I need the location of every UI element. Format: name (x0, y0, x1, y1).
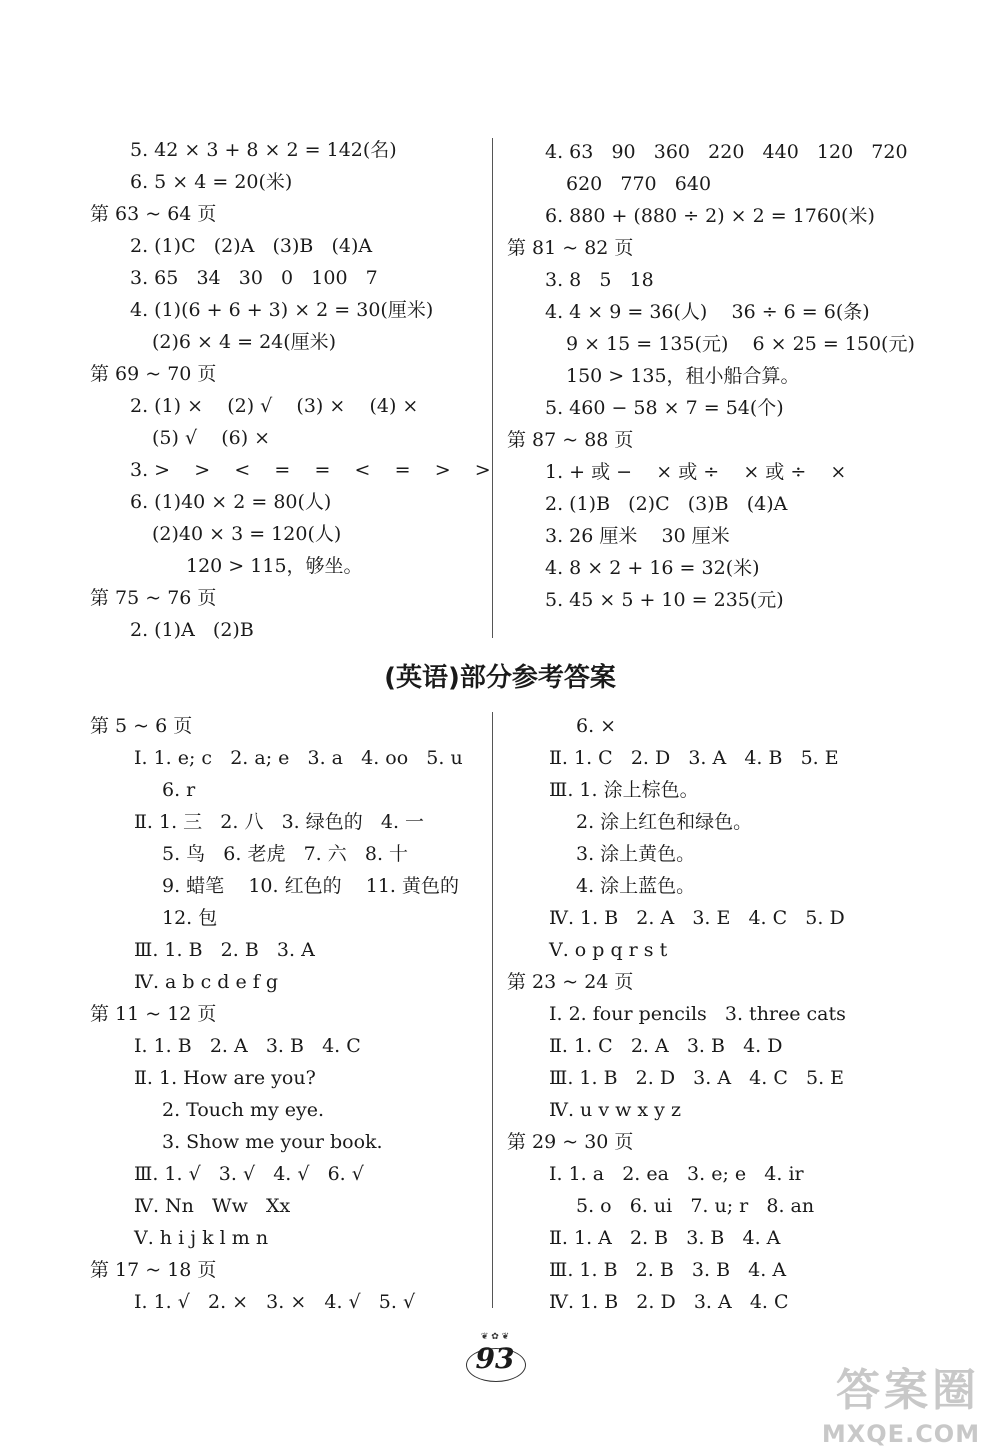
page-heading: 第 69 ~ 70 页 (90, 363, 217, 385)
english-right-line-8: Ⅴ. o p q r s t (549, 939, 668, 961)
math-left-line-9: 2. (1) × (2) √ (3) × (4) × (130, 395, 419, 417)
english-right-line-2: Ⅱ. 1. C 2. D 3. A 4. B 5. E (549, 747, 839, 769)
english-left-line-14: 3. Show me your book. (162, 1131, 383, 1153)
page-number-badge (460, 1330, 530, 1386)
math-left-line-11: 3. > > < = = < = > > (130, 459, 491, 481)
watermark (808, 1362, 994, 1452)
english-right-line-11: Ⅱ. 1. C 2. A 3. B 4. D (549, 1035, 783, 1057)
english-left-line-8: Ⅲ. 1. B 2. B 3. A (134, 939, 315, 961)
math-left-line-14: 120 > 115，够坐。 (186, 555, 363, 577)
page-heading: 第 75 ~ 76 页 (90, 587, 217, 609)
english-left-line-17: Ⅴ. h i j k l m n (134, 1227, 269, 1249)
page-heading: 第 87 ~ 88 页 (507, 429, 634, 451)
english-left-line-5: 5. 鸟 6. 老虎 7. 六 8. 十 (162, 843, 409, 865)
watermark-url: MXQE.COM (821, 1420, 981, 1448)
english-right-line-18: Ⅲ. 1. B 2. B 3. B 4. A (549, 1259, 787, 1281)
watermark-logo: 答案圈 (836, 1365, 980, 1416)
english-left-line-6: 9. 蜡笔 10. 红色的 11. 黄色的 (162, 875, 459, 897)
english-right-line-6: 4. 涂上蓝色。 (576, 875, 696, 897)
page-heading: 第 81 ~ 82 页 (507, 237, 634, 259)
math-left-line-16: 2. (1)A (2)B (130, 619, 254, 641)
english-left-line-2: Ⅰ. 1. e; c 2. a; e 3. a 4. oo 5. u (134, 747, 463, 769)
math-right-line-2: 620 770 640 (566, 173, 712, 195)
ornament-icon: ❦ ✿ ❦ (480, 1332, 510, 1342)
page-heading: 第 17 ~ 18 页 (90, 1259, 217, 1281)
english-left-line-4: Ⅱ. 1. 三 2. 八 3. 绿色的 4. 一 (134, 811, 425, 833)
page-heading: 第 63 ~ 64 页 (90, 203, 217, 225)
english-right-line-1: 6. × (576, 715, 617, 737)
page-heading: 第 29 ~ 30 页 (507, 1131, 634, 1153)
math-right-line-1: 4. 63 90 360 220 440 120 720 (545, 141, 908, 163)
math-right-line-8: 150 > 135，租小船合算。 (566, 365, 800, 387)
english-right-line-19: Ⅳ. 1. B 2. D 3. A 4. C (549, 1291, 789, 1313)
page-number: 93 (475, 1342, 515, 1375)
english-left-line-15: Ⅲ. 1. √ 3. √ 4. √ 6. √ (134, 1163, 364, 1185)
english-right-line-4: 2. 涂上红色和绿色。 (576, 811, 753, 833)
page-heading: 第 11 ~ 12 页 (90, 1003, 217, 1025)
page-heading: 第 5 ~ 6 页 (90, 715, 193, 737)
english-right-line-13: Ⅳ. u v w x y z (549, 1099, 681, 1121)
column-divider-top (492, 138, 493, 638)
math-left-line-13: (2)40 × 3 = 120(人) (152, 523, 342, 545)
math-left-line-12: 6. (1)40 × 2 = 80(人) (130, 491, 332, 513)
math-left-line-2: 6. 5 × 4 = 20(米) (130, 171, 293, 193)
math-left-line-6: 4. (1)(6 + 6 + 3) × 2 = 30(厘米) (130, 299, 434, 321)
english-left-line-9: Ⅳ. a b c d e f g (134, 971, 279, 993)
english-left-line-11: Ⅰ. 1. B 2. A 3. B 4. C (134, 1035, 361, 1057)
english-left-line-13: 2. Touch my eye. (162, 1099, 325, 1121)
english-left-line-19: Ⅰ. 1. √ 2. × 3. × 4. √ 5. √ (134, 1291, 416, 1313)
math-right-line-3: 6. 880 + (880 ÷ 2) × 2 = 1760(米) (545, 205, 875, 227)
english-left-line-12: Ⅱ. 1. How are you? (134, 1067, 316, 1089)
english-right-line-16: 5. o 6. ui 7. u; r 8. an (576, 1195, 815, 1217)
english-right-line-3: Ⅲ. 1. 涂上棕色。 (549, 779, 699, 801)
math-right-line-6: 4. 4 × 9 = 36(人) 36 ÷ 6 = 6(条) (545, 301, 870, 323)
math-left-line-7: (2)6 × 4 = 24(厘米) (152, 331, 337, 353)
math-left-line-10: (5) √ (6) × (152, 427, 271, 449)
english-right-line-12: Ⅲ. 1. B 2. D 3. A 4. C 5. E (549, 1067, 845, 1089)
page-heading: 第 23 ~ 24 页 (507, 971, 634, 993)
english-right-line-7: Ⅳ. 1. B 2. A 3. E 4. C 5. D (549, 907, 845, 929)
english-left-line-7: 12. 包 (162, 907, 218, 929)
math-right-line-11: 1. + 或 − × 或 ÷ × 或 ÷ × (545, 461, 847, 483)
english-left-line-16: Ⅳ. Nn Ww Xx (134, 1195, 291, 1217)
english-right-line-5: 3. 涂上黄色。 (576, 843, 696, 865)
column-divider-bottom (492, 712, 493, 1308)
english-right-line-17: Ⅱ. 1. A 2. B 3. B 4. A (549, 1227, 781, 1249)
english-left-line-3: 6. r (162, 779, 196, 801)
math-right-line-7: 9 × 15 = 135(元) 6 × 25 = 150(元) (566, 333, 915, 355)
math-right-line-14: 4. 8 × 2 + 16 = 32(米) (545, 557, 760, 579)
math-left-line-4: 2. (1)C (2)A (3)B (4)A (130, 235, 373, 257)
section-title: (英语)部分参考答案 (384, 663, 616, 693)
math-right-line-15: 5. 45 × 5 + 10 = 235(元) (545, 589, 784, 611)
math-right-line-5: 3. 8 5 18 (545, 269, 654, 291)
math-left-line-1: 5. 42 × 3 + 8 × 2 = 142(名) (130, 139, 397, 161)
math-left-line-5: 3. 65 34 30 0 100 7 (130, 267, 378, 289)
math-right-line-9: 5. 460 − 58 × 7 = 54(个) (545, 397, 784, 419)
math-right-line-13: 3. 26 厘米 30 厘米 (545, 525, 730, 547)
english-right-line-15: Ⅰ. 1. a 2. ea 3. e; e 4. ir (549, 1163, 804, 1185)
math-right-line-12: 2. (1)B (2)C (3)B (4)A (545, 493, 788, 515)
english-right-line-10: Ⅰ. 2. four pencils 3. three cats (549, 1003, 846, 1025)
